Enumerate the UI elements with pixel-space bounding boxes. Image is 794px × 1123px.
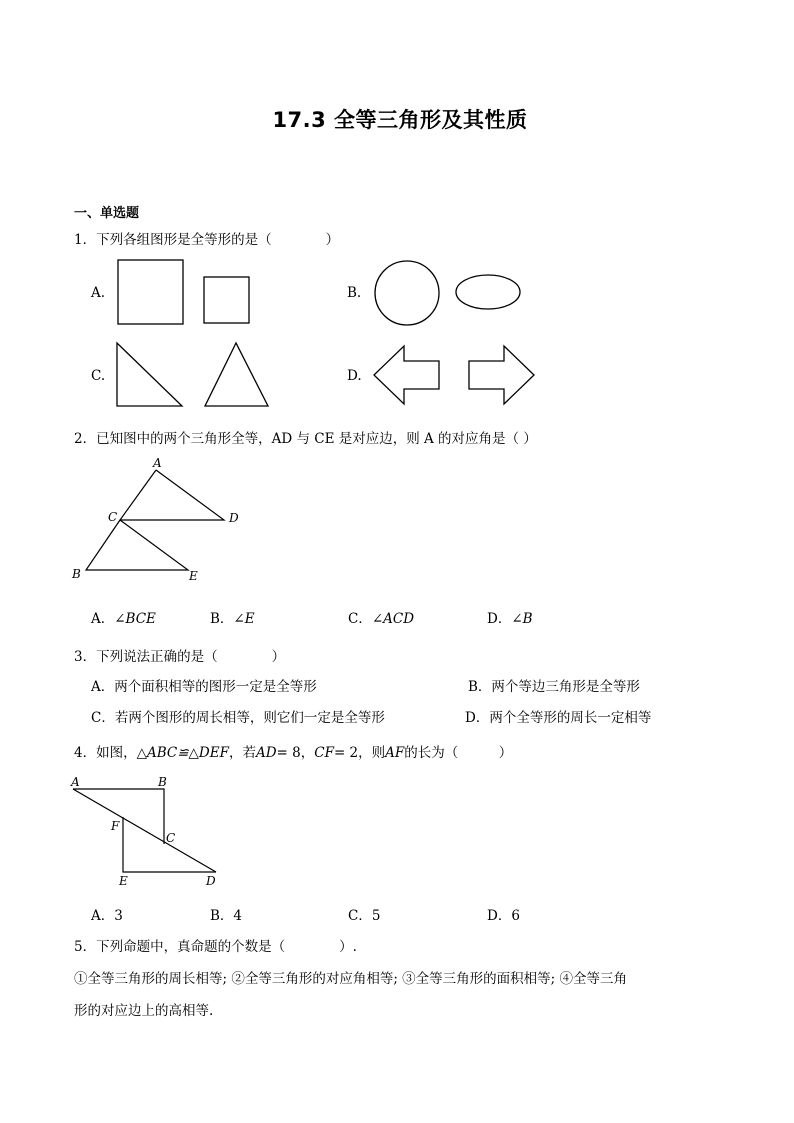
triangle-acd bbox=[120, 470, 224, 520]
q3-option-d: D．两个全等形的周长一定相等 bbox=[465, 710, 652, 726]
right-triangle-shape bbox=[117, 343, 182, 406]
section-heading: 一、单选题 bbox=[74, 206, 140, 221]
q4-option-b: B．4 bbox=[210, 908, 243, 924]
point-a-label: A bbox=[153, 456, 162, 470]
q1-option-c-figure bbox=[114, 340, 274, 410]
q2-option-b bbox=[210, 607, 255, 627]
q3-option-b: B．两个等边三角形是全等形 bbox=[468, 679, 640, 695]
q4-cf-value: = 2，则 bbox=[333, 745, 386, 761]
isosceles-triangle-shape bbox=[205, 343, 268, 406]
q2-option-a-letter: A． bbox=[91, 611, 115, 627]
q2-option-b-letter: B． bbox=[210, 611, 234, 627]
point-c-label: C bbox=[166, 831, 176, 845]
point-d-label: D bbox=[229, 511, 239, 525]
q2-option-d-letter: D． bbox=[487, 611, 512, 627]
q5-statements-line-1: ①全等三角形的周长相等; ②全等三角形的对应角相等; ③全等三角形的面积相等; ④全等三角 bbox=[74, 971, 628, 987]
q4-option-d: D．6 bbox=[487, 908, 520, 924]
q1-option-d-figure bbox=[372, 344, 537, 408]
point-c-label: C bbox=[108, 510, 118, 524]
point-b-label: B bbox=[158, 775, 167, 789]
question-1-stem: 1．下列各组图形是全等形的是（ ） bbox=[74, 232, 340, 248]
q3-option-a: A．两个面积相等的图形一定是全等形 bbox=[91, 679, 317, 695]
q4-segment-cf: CF bbox=[314, 745, 334, 761]
point-a-label: A bbox=[71, 775, 80, 789]
point-e-label: E bbox=[119, 874, 128, 888]
q2-option-c-letter: C． bbox=[348, 611, 372, 627]
q1-option-a-label: A. bbox=[91, 285, 106, 301]
q1-option-d-label: D. bbox=[347, 368, 362, 384]
triangle-bce bbox=[86, 520, 188, 570]
q2-option-a bbox=[91, 607, 156, 627]
page-title: 17.3 全等三角形及其性质 bbox=[272, 108, 528, 132]
q1-option-b-label: B. bbox=[347, 285, 362, 301]
point-d-label: D bbox=[206, 874, 216, 888]
small-square-shape bbox=[204, 277, 249, 323]
q2-triangle-figure bbox=[66, 452, 256, 587]
q1-option-a-figure bbox=[116, 258, 256, 328]
q4-stem-suffix: 的长为（ ） bbox=[404, 745, 513, 761]
q4-stem-prefix: 4．如图， bbox=[74, 745, 137, 761]
point-f-label: F bbox=[111, 819, 120, 833]
q5-statements-line-2: 形的对应边上的高相等. bbox=[74, 1003, 214, 1019]
segment-ad bbox=[73, 789, 216, 872]
q1-option-b-figure bbox=[372, 258, 527, 328]
q2-option-b-value: ∠E bbox=[233, 611, 255, 627]
q4-congruence: △ABC≌△DEF bbox=[136, 745, 229, 761]
right-arrow-shape bbox=[469, 346, 534, 404]
question-3-stem: 3．下列说法正确的是（ ） bbox=[74, 649, 286, 665]
q2-option-c bbox=[348, 607, 414, 627]
q2-option-a-value: ∠BCE bbox=[114, 611, 156, 627]
question-5-stem: 5．下列命题中，真命题的个数是（ ）. bbox=[74, 939, 357, 955]
q4-ad-value: = 8， bbox=[276, 745, 315, 761]
question-4-stem bbox=[74, 741, 512, 761]
point-b-label: B bbox=[72, 567, 81, 581]
left-arrow-shape bbox=[374, 346, 439, 404]
q4-option-a: A．3 bbox=[91, 908, 123, 924]
q2-option-d bbox=[487, 607, 533, 627]
q2-option-d-value: ∠B bbox=[511, 611, 533, 627]
circle-shape bbox=[375, 261, 439, 325]
q1-option-c-label: C. bbox=[91, 368, 106, 384]
q4-segment-af: AF bbox=[385, 745, 405, 761]
ellipse-shape bbox=[456, 275, 520, 309]
q4-triangle-figure bbox=[66, 772, 231, 890]
q3-option-c: C．若两个图形的周长相等，则它们一定是全等形 bbox=[91, 710, 385, 726]
q4-segment-ad: AD bbox=[255, 745, 277, 761]
q2-option-c-value: ∠ACD bbox=[371, 611, 415, 627]
question-2-stem: 2．已知图中的两个三角形全等，AD 与 CE 是对应边，则 A 的对应角是（ ） bbox=[74, 431, 537, 447]
large-square-shape bbox=[118, 260, 183, 324]
q4-stem-if: ，若 bbox=[228, 745, 256, 761]
q4-option-c: C．5 bbox=[348, 908, 381, 924]
point-e-label: E bbox=[189, 569, 198, 583]
